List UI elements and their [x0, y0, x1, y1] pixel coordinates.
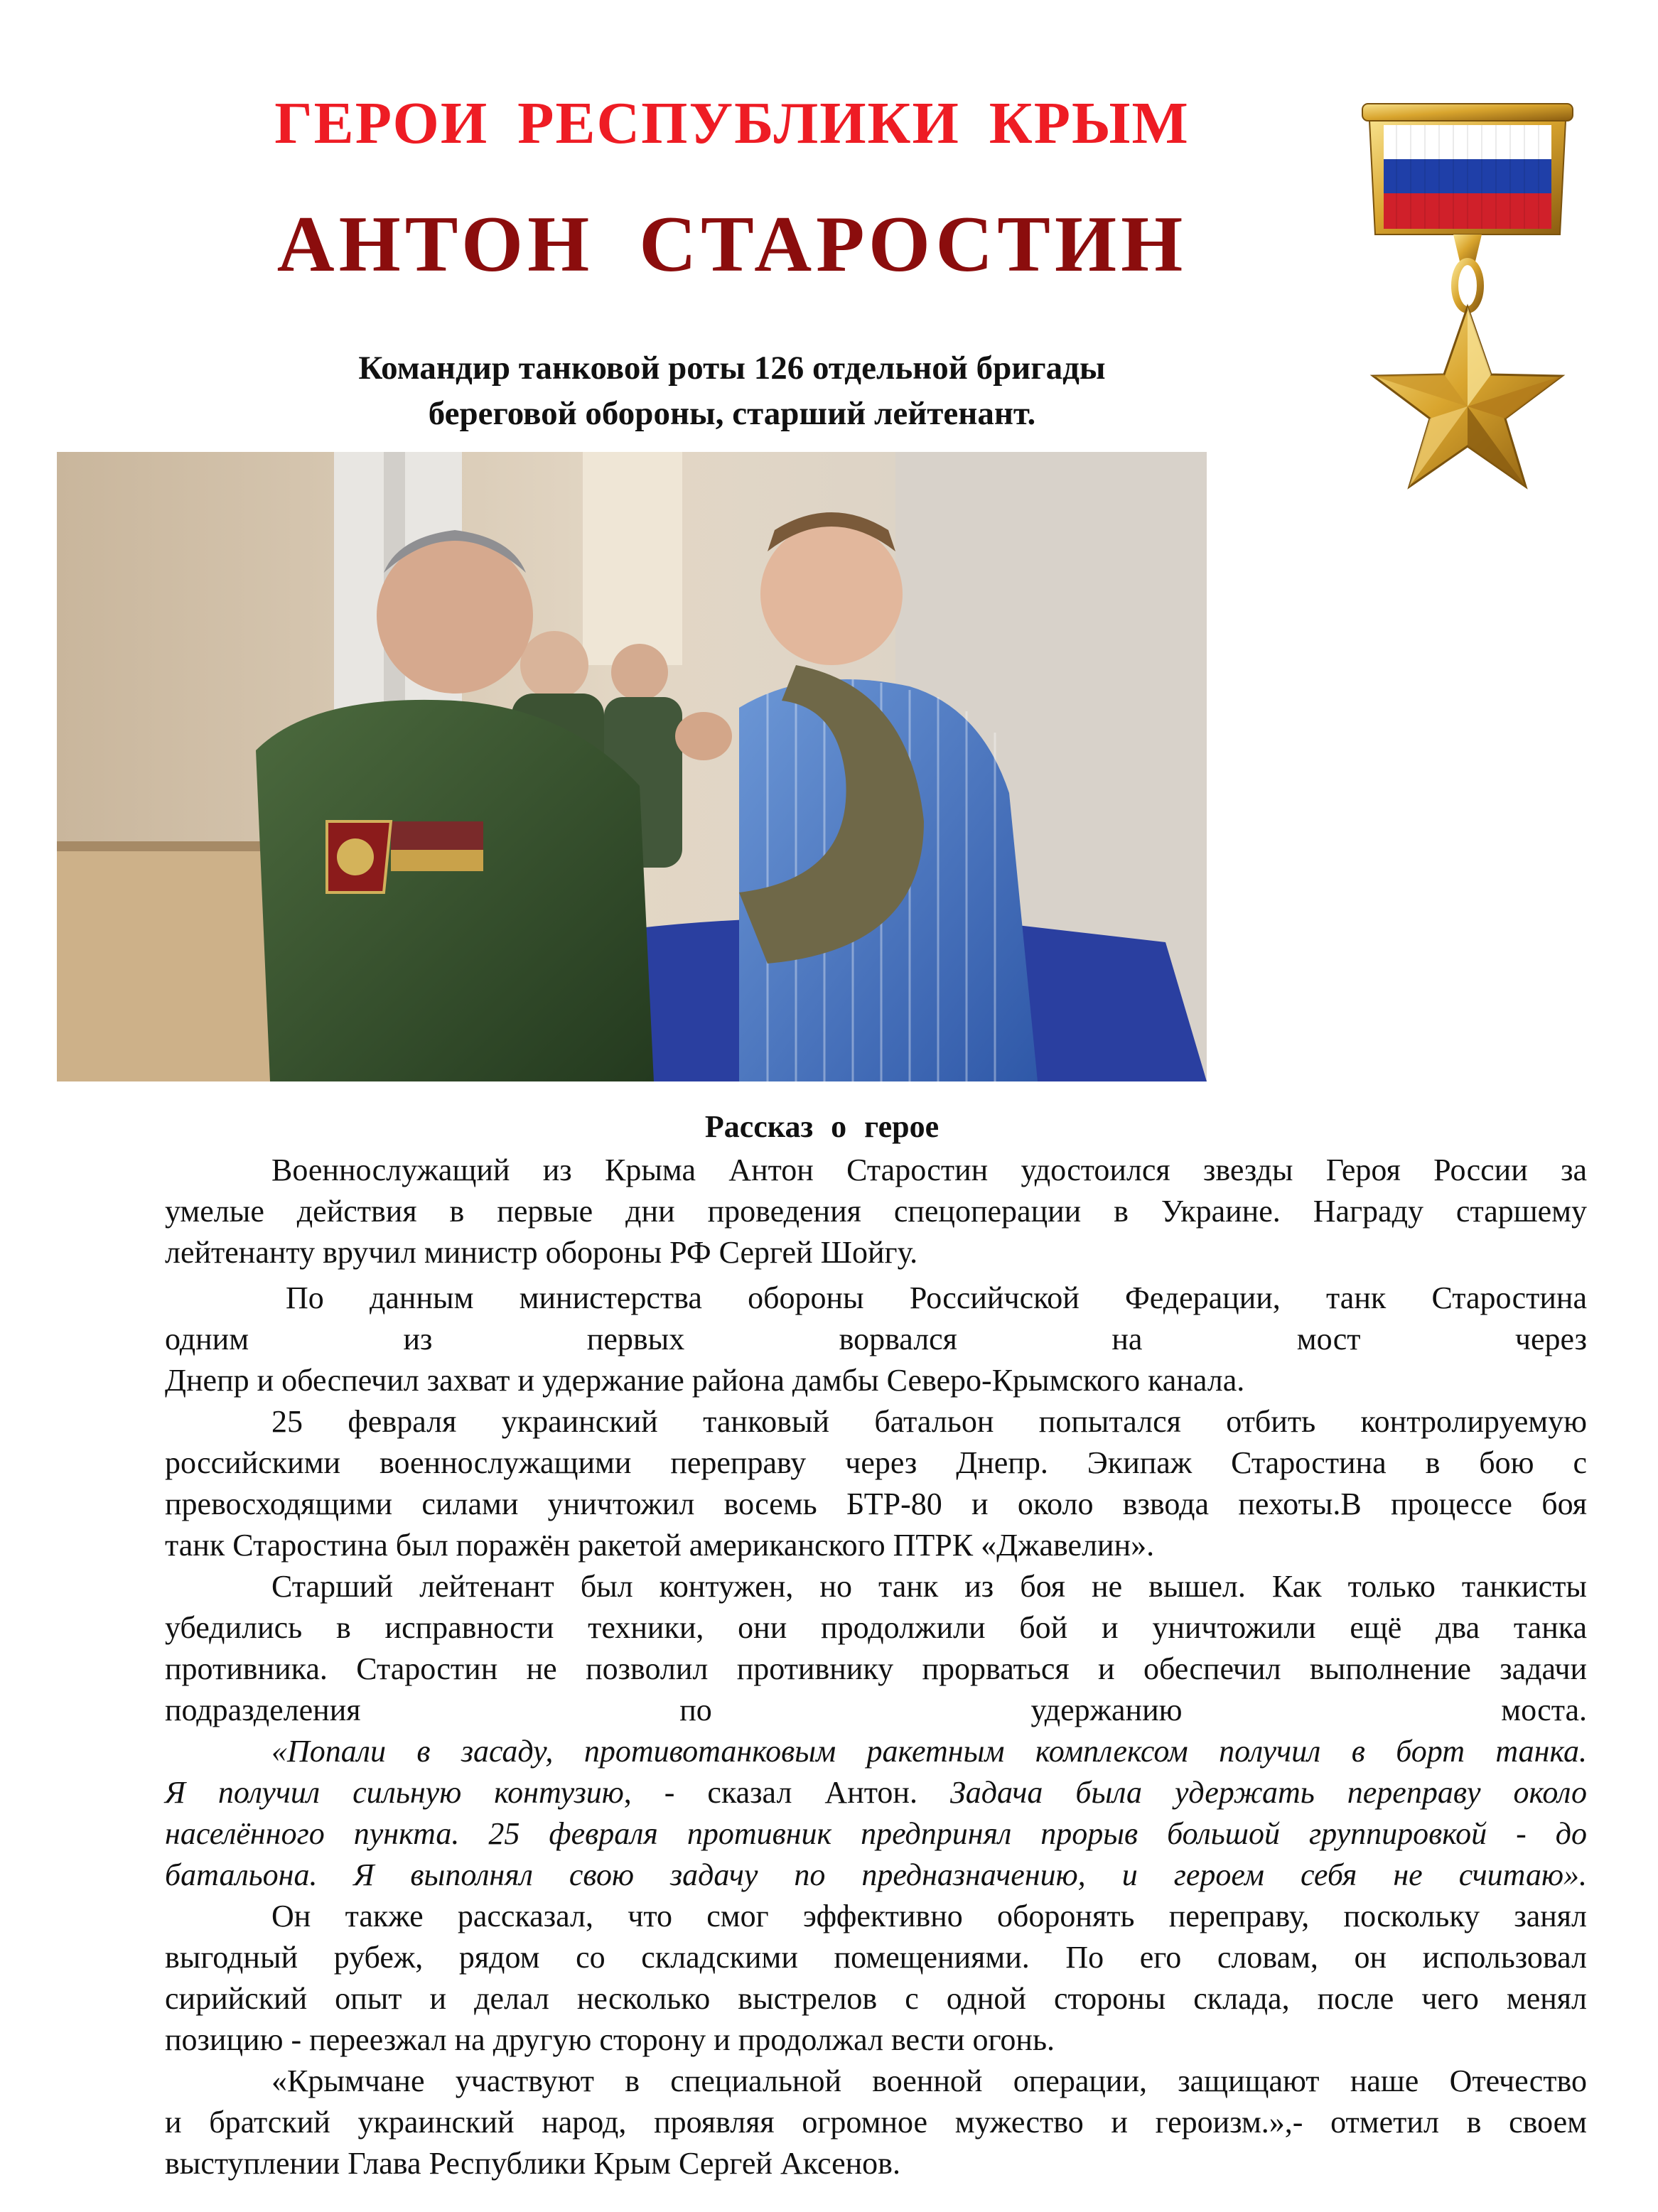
story-line: 25 февраля украинский танковый батальон попытался отбить контролируемую — [271, 1404, 1587, 1439]
story-line: умелые действия в первые дни проведения спецоперации в Украине. Награду старшему — [165, 1194, 1587, 1229]
story-line: позицию - переезжал на другую сторону и продолжал вести огонь. — [165, 2022, 1055, 2057]
story-line: противника. Старостин не позволил противнику прорваться и обеспечил выполнение задачи — [165, 1651, 1587, 1686]
subtitle-line-2: береговой обороны, старший лейтенант. — [428, 395, 1036, 432]
quote-fragment: Задача была удержать переправу около — [949, 1775, 1587, 1810]
story-line: одним из первых ворвался на мост через — [165, 1322, 1587, 1356]
hero-name-title: АНТОН СТАРОСТИН — [276, 200, 1188, 288]
story-line: «Крымчане участвуют в специальной военной операции, защищают наше Отечество — [271, 2063, 1587, 2098]
award-ceremony-photo — [57, 452, 1207, 1081]
story-heading: Рассказ о герое — [704, 1109, 940, 1144]
story-line: сирийский опыт и делал несколько выстрелов с одной стороны склада, после чего менял — [165, 1981, 1587, 2016]
story-line: Военнослужащий из Крыма Антон Старостин удостоился звезды Героя России за — [271, 1153, 1587, 1187]
story-line: По данным министерства обороны Российчской Федерации, танк Старостина — [286, 1280, 1587, 1315]
quote-line: «Попали в засаду, противотанковым ракетным комплексом получил в борт танка. — [271, 1734, 1587, 1769]
super-title: ГЕРОИ РЕСПУБЛИКИ КРЫМ — [274, 90, 1190, 156]
hero-rank-subtitle — [213, 345, 1251, 436]
story-line: и братский украинский народ, проявляя огромное мужество и героизм.»,- отметил в своем — [165, 2105, 1587, 2140]
quote-line: населённого пункта. 25 февраля противник предпринял прорыв большой группировкой - до — [165, 1816, 1587, 1851]
hero-star-medal-icon — [1354, 99, 1581, 497]
story-line: российскими военнослужащими переправу через Днепр. Экипаж Старостина в бою с — [165, 1445, 1587, 1480]
story-line: убедились в исправности техники, они продолжили бой и уничтожили ещё два танка — [165, 1610, 1587, 1645]
quote-line: батальона. Я выполнял свою задачу по предназначению, и героем себя не считаю». — [165, 1857, 1587, 1892]
quote-line-mixed — [165, 1772, 1587, 1813]
subtitle-line-1: Командир танковой роты 126 отдельной бригады — [358, 350, 1106, 387]
story-line: превосходящими силами уничтожил восемь БТР-80 и около взвода пехоты.В процессе боя — [165, 1487, 1587, 1521]
story-line: Он также рассказал, что смог эффективно оборонять переправу, поскольку занял — [271, 1899, 1587, 1933]
story-line: лейтенанту вручил министр обороны РФ Сергей Шойгу. — [165, 1235, 918, 1270]
attribution-fragment: , - сказал Антон. — [623, 1775, 950, 1810]
story-line: танк Старостина был поражён ракетой американского ПТРК «Джавелин». — [165, 1528, 1155, 1563]
story-line: Старший лейтенант был контужен, но танк из боя не вышел. Как только танкисты — [271, 1569, 1587, 1604]
quote-fragment: Я получил сильную контузию — [165, 1775, 624, 1810]
story-line: выгодный рубеж, рядом со складскими помещениями. По его словам, он использовал — [165, 1940, 1587, 1975]
story-line: подразделения по удержанию моста. — [165, 1693, 1587, 1727]
story-line: Днепр и обеспечил захват и удержание района дамбы Северо-Крымского канала. — [165, 1363, 1245, 1398]
story-line: выступлении Глава Республики Крым Сергей Аксенов. — [165, 2146, 900, 2181]
